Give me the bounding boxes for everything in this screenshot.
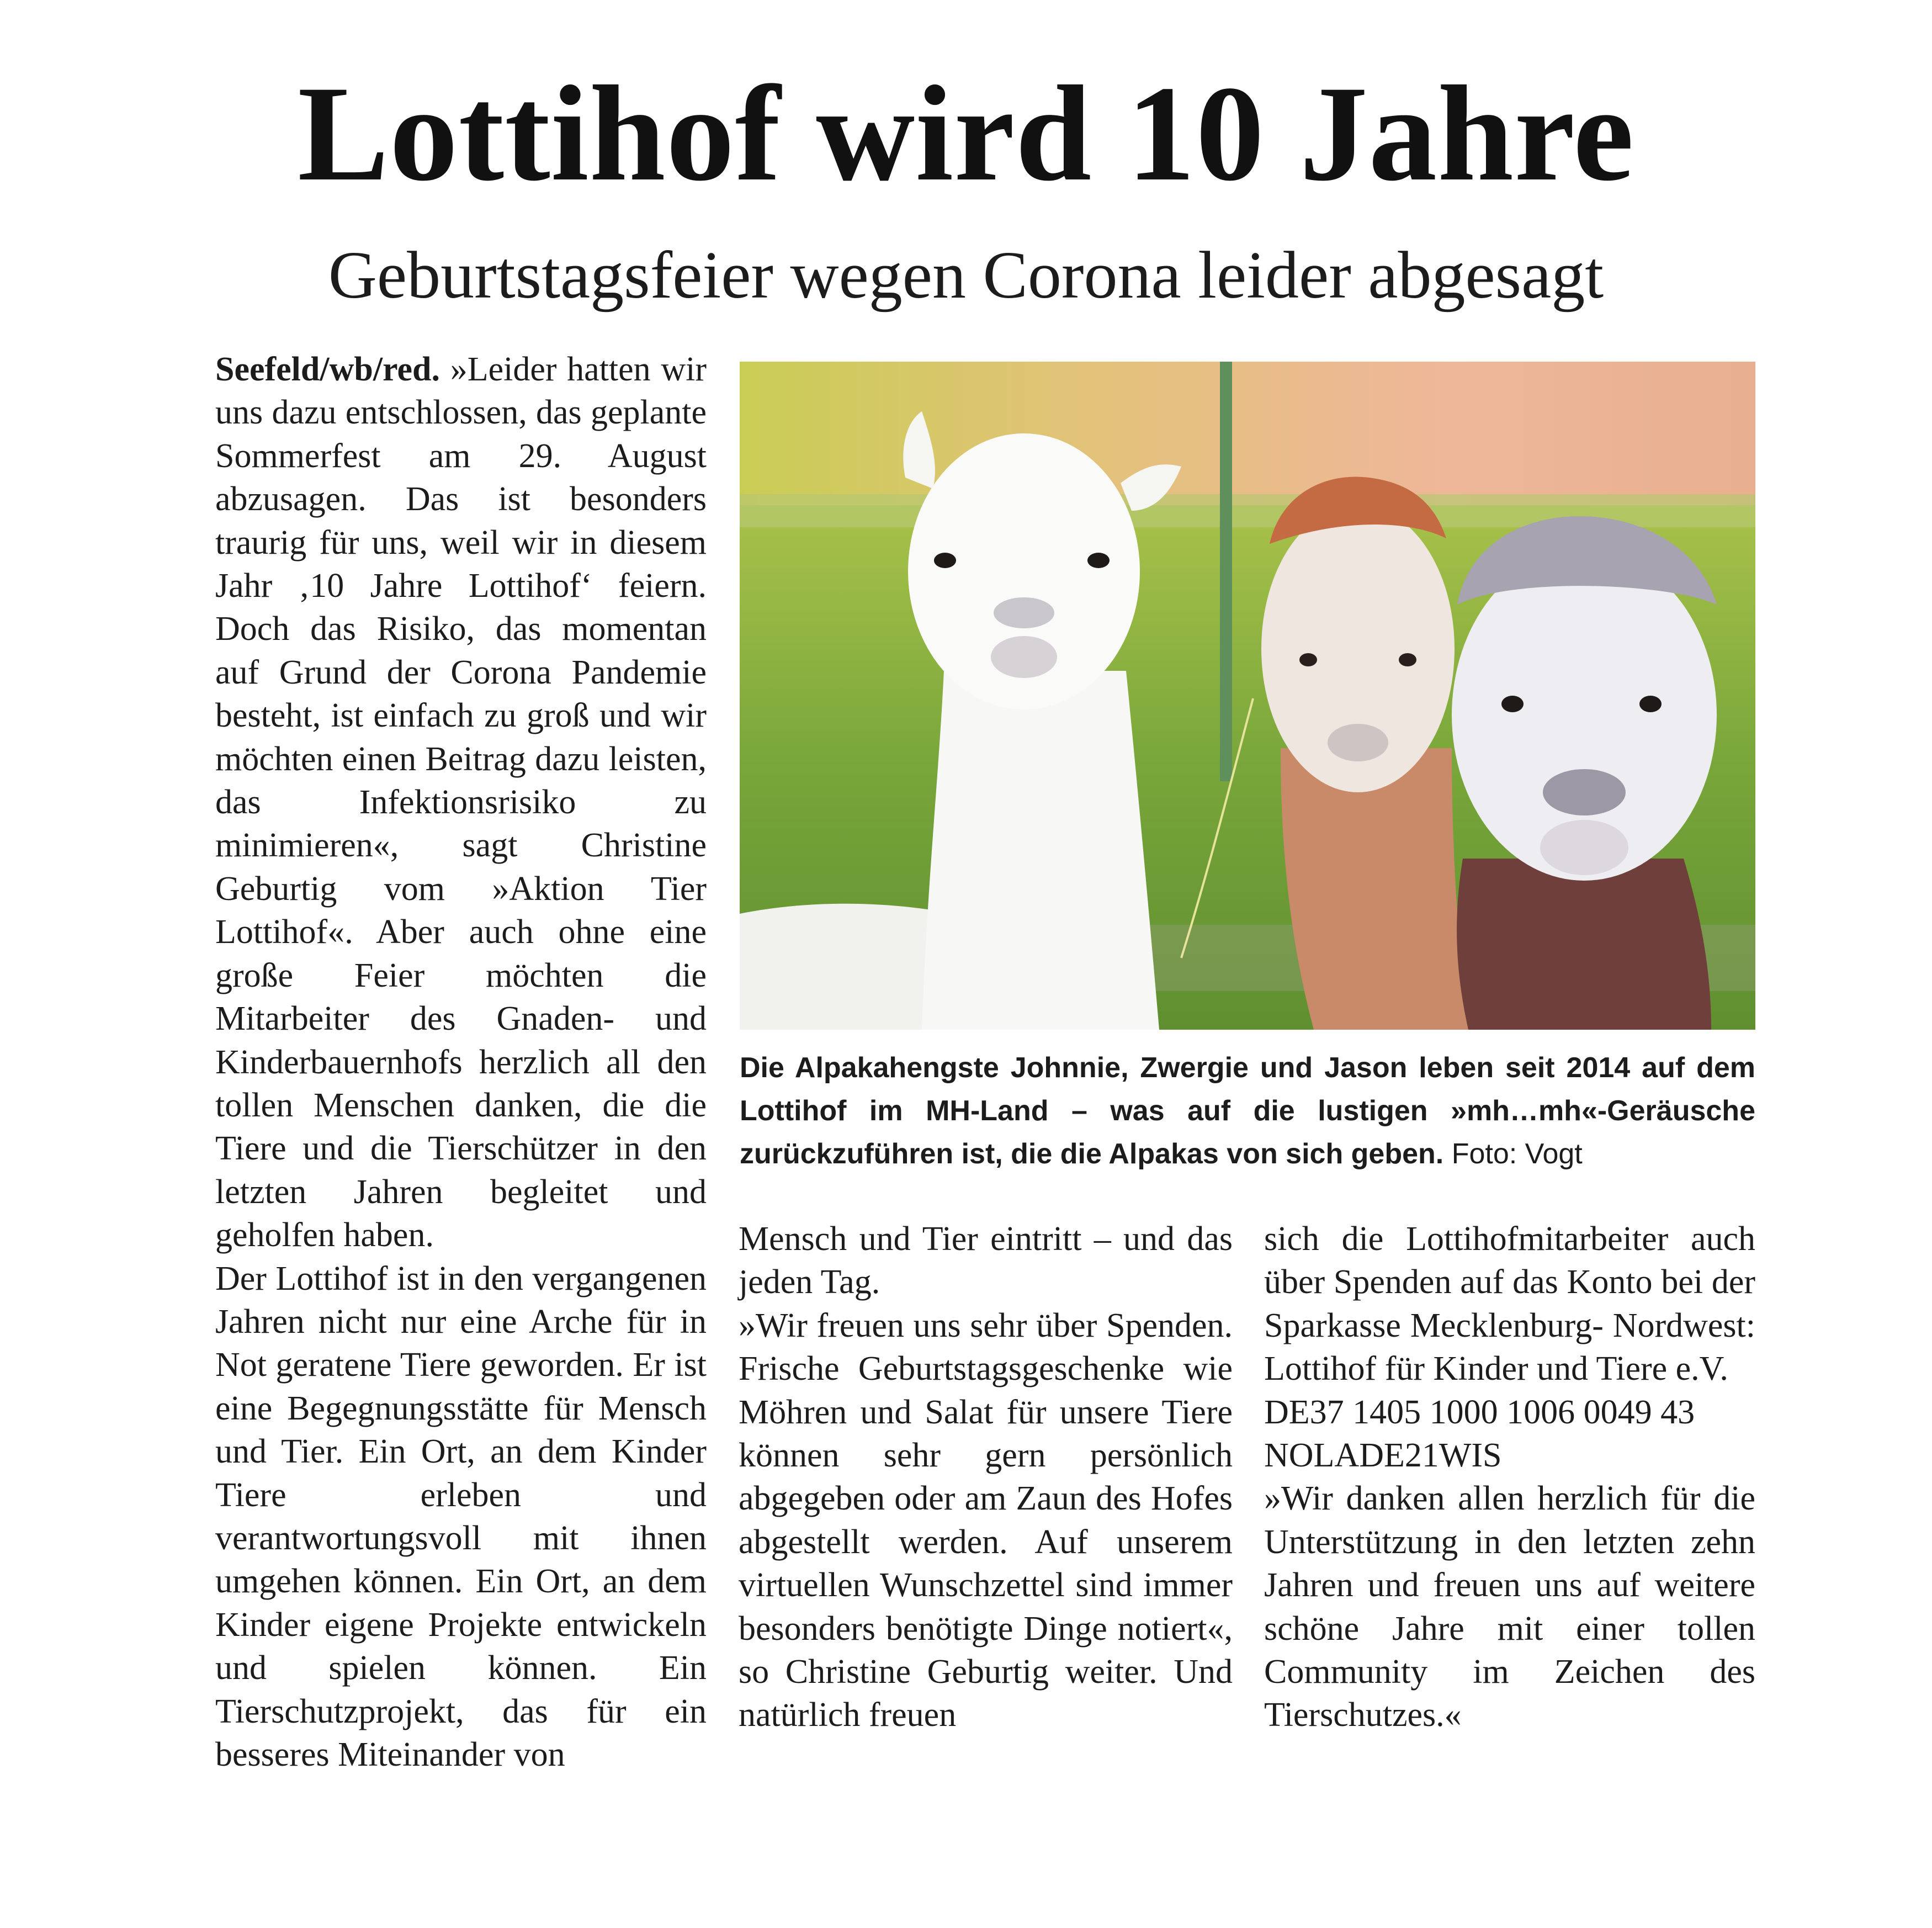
bank-bic: NOLADE21WIS — [1264, 1437, 1502, 1475]
alpaca-photo — [740, 362, 1755, 1030]
paragraph: sich die Lottihofmitarbeiter auch über Spenden auf das Konto bei der Sparkasse Mecklenburg- Nordwest: Lottihof für Kinder und Tiere e.V. — [1264, 1220, 1755, 1388]
paragraph: Der Lottihof ist in den vergangenen Jahren nicht nur eine Arche für in Not geratene Tiere geworden. Er ist eine Begegnungsstätte für Mensch und Tier. Ein Ort, an dem Kinder Tiere erleben und verantwortungsvoll mit ihnen umgehen können. Ein Ort, an dem Kinder eigene Projekte entwickeln und spielen können. Ein Tierschutzprojekt, das für ein besseres Miteinander von — [215, 1259, 707, 1773]
dateline: Seefeld/wb/red. — [215, 351, 440, 388]
headline: Lottihof wird 10 Jahre — [298, 57, 1634, 209]
paragraph — [215, 348, 707, 1257]
paragraph-text: »Leider hatten wir uns dazu entschlossen, das geplante Sommerfest am 29. August abzusagen. Das ist besonders traurig für uns, weil wir in diesem Jahr ‚10 Jahre Lottihof‘ feiern. Doch das Risiko, das momentan auf Grund der Corona Pandemie besteht, ist einfach zu groß und wir möchten einen Beitrag dazu leisten, das Infektionsrisiko zu minimieren«, sagt Christine Geburtig vom »Aktion Tier Lottihof«. Aber auch ohne eine große Feier möchten die Mitarbeiter des Gnaden- und Kinderbauernhofs herzlich all den tollen Menschen danken, die die Tiere und die Tierschützer in den letzten Jahren begleitet und geholfen haben. — [215, 351, 707, 1254]
bank-iban: DE37 1405 1000 1006 0049 43 — [1264, 1393, 1695, 1431]
caption-text: Die Alpakahengste Johnnie, Zwergie und Jason leben seit 2014 auf dem Lottihof im MH-Land – was auf die lustigen »mh…mh«-Geräusche zurückzuführen ist, die die Alpakas von sich geben. — [740, 1052, 1755, 1170]
article-column-2 — [739, 1217, 1233, 1737]
photo-credit: Foto: Vogt — [1451, 1138, 1583, 1170]
paragraph: »Wir freuen uns sehr über Spenden. Frische Geburtstagsgeschenke wie Möhren und Salat für unsere Tiere können sehr gern persönlich abgegeben oder am Zaun des Hofes abgestellt werden. Auf unserem virtuellen Wunschzettel sind immer besonders benötigte Dinge notiert«, so Christine Geburtig weiter. Und natürlich freuen — [739, 1306, 1233, 1734]
subheadline: Geburtstagsfeier wegen Corona leider abgesagt — [328, 238, 1604, 312]
photo-caption — [740, 1046, 1755, 1175]
paragraph: Mensch und Tier eintritt – und das jeden Tag. — [739, 1220, 1233, 1301]
article-column-1 — [215, 348, 707, 1776]
article-column-3 — [1264, 1217, 1755, 1737]
paragraph: »Wir danken allen herzlich für die Unterstützung in den letzten zehn Jahren und freuen uns auf weitere schöne Jahre mit einer tollen Community im Zeichen des Tierschutzes.« — [1264, 1480, 1755, 1734]
alpaca-image — [740, 362, 1755, 1030]
